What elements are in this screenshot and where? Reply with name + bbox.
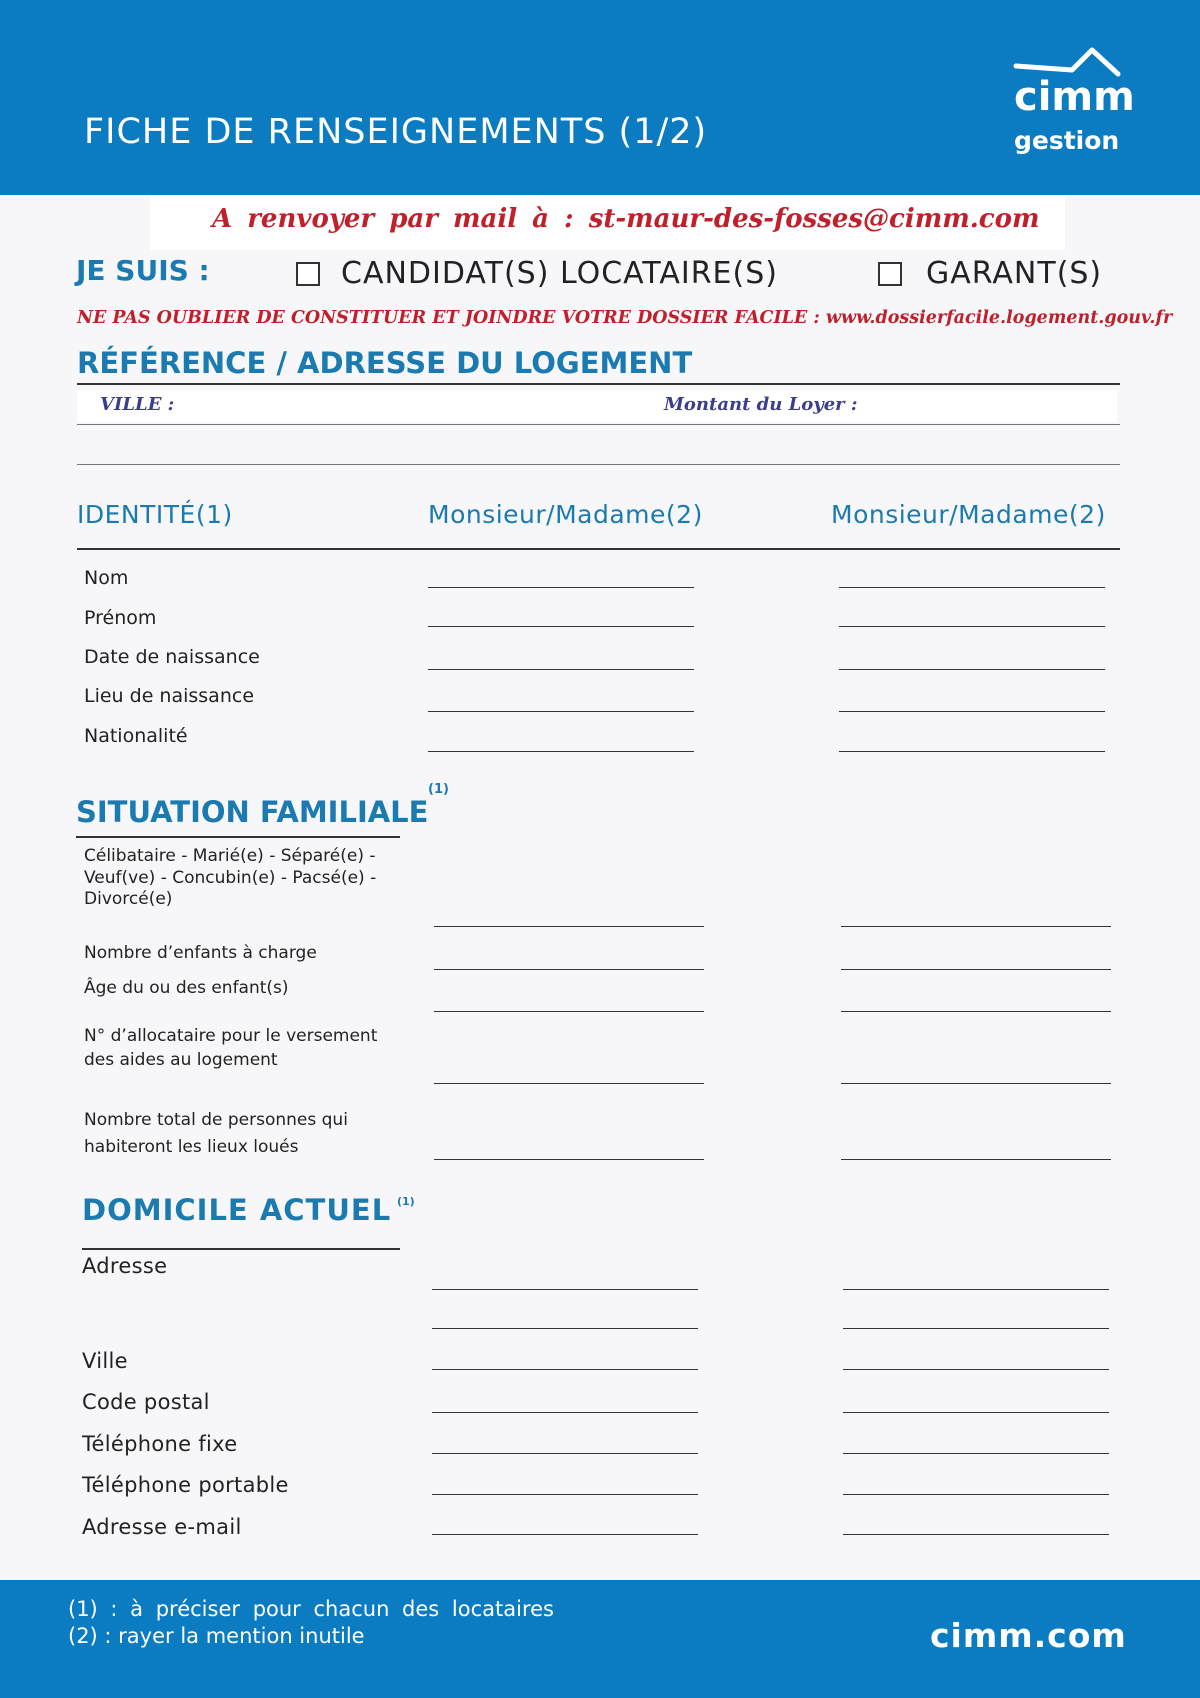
telephone-portable-field-1[interactable] — [432, 1494, 698, 1495]
telephone-portable-label: Téléphone portable — [82, 1473, 289, 1497]
adresse-field-2[interactable] — [843, 1289, 1109, 1290]
enfants-label: Nombre d’enfants à charge — [84, 943, 317, 963]
column-1-heading: Monsieur/Madame(2) — [428, 500, 703, 529]
age-enfants-field-2[interactable] — [841, 1011, 1111, 1012]
status-options-line: Célibataire - Marié(e) - Séparé(e) - — [84, 846, 376, 866]
date-naissance-label: Date de naissance — [84, 646, 260, 668]
adresse-field-1[interactable] — [432, 1289, 698, 1290]
ville-domicile-label: Ville — [82, 1349, 128, 1373]
footnote-marker: (1) — [397, 1195, 415, 1208]
code-postal-field-2[interactable] — [843, 1412, 1109, 1413]
total-personnes-field-2[interactable] — [841, 1159, 1111, 1160]
divider — [76, 836, 400, 838]
telephone-fixe-field-1[interactable] — [432, 1453, 698, 1454]
nationalite-label: Nationalité — [84, 725, 188, 747]
mail-instruction: A renvoyer par mail à : st-maur-des-fosses@cimm.com — [212, 204, 1040, 234]
divider — [82, 1248, 400, 1250]
age-enfants-field-1[interactable] — [434, 1011, 704, 1012]
divider — [77, 383, 1120, 385]
status-options-line: Veuf(ve) - Concubin(e) - Pacsé(e) - — [84, 868, 377, 888]
code-postal-field-1[interactable] — [432, 1412, 698, 1413]
website-link[interactable]: cimm.com — [930, 1616, 1127, 1655]
divider — [77, 548, 1120, 550]
dossier-facile-notice: NE PAS OUBLIER DE CONSTITUER ET JOINDRE VOTRE DOSSIER FACILE : www.dossierfacile.logement.gouv.fr — [77, 308, 1173, 328]
cimm-logo — [1008, 44, 1135, 156]
nationalite-field-1[interactable] — [428, 751, 694, 752]
ville-domicile-field-2[interactable] — [843, 1369, 1109, 1370]
footnote-marker: (1) — [428, 782, 449, 797]
je-suis-label: JE SUIS : — [76, 254, 210, 287]
reference-heading: RÉFÉRENCE / ADRESSE DU LOGEMENT — [77, 346, 693, 380]
telephone-portable-field-2[interactable] — [843, 1494, 1109, 1495]
prenom-label: Prénom — [84, 607, 157, 629]
allocataire-field-2[interactable] — [841, 1083, 1111, 1084]
lieu-naissance-label: Lieu de naissance — [84, 685, 255, 707]
lieu-naissance-field-2[interactable] — [839, 711, 1105, 712]
nom-field-1[interactable] — [428, 587, 694, 588]
telephone-fixe-label: Téléphone fixe — [82, 1432, 238, 1456]
enfants-field-1[interactable] — [434, 969, 704, 970]
nom-label: Nom — [84, 567, 129, 589]
garant-label: GARANT(S) — [926, 256, 1103, 291]
footnote-2: (2) : rayer la mention inutile — [68, 1624, 365, 1648]
ville-field-band[interactable] — [77, 390, 1117, 422]
allocataire-label-line: des aides au logement — [84, 1050, 278, 1070]
nationalite-field-2[interactable] — [839, 751, 1105, 752]
situation-field-2[interactable] — [841, 926, 1111, 927]
garant-checkbox[interactable] — [878, 262, 902, 286]
logo-wordmark: cimm — [1014, 74, 1135, 120]
prenom-field-1[interactable] — [428, 626, 694, 627]
lieu-naissance-field-1[interactable] — [428, 711, 694, 712]
status-options-line: Divorcé(e) — [84, 889, 173, 909]
footnote-1: (1) : à préciser pour chacun des locataires — [68, 1597, 554, 1621]
telephone-fixe-field-2[interactable] — [843, 1453, 1109, 1454]
divider — [77, 424, 1120, 425]
nom-field-2[interactable] — [839, 587, 1105, 588]
allocataire-label-line: N° d’allocataire pour le versement — [84, 1026, 378, 1046]
age-enfants-label: Âge du ou des enfant(s) — [84, 978, 289, 998]
date-naissance-field-1[interactable] — [428, 669, 694, 670]
allocataire-field-1[interactable] — [434, 1083, 704, 1084]
total-personnes-field-1[interactable] — [434, 1159, 704, 1160]
logo-subtitle: gestion — [1014, 126, 1120, 155]
candidat-checkbox[interactable] — [296, 262, 320, 286]
page-title: FICHE DE RENSEIGNEMENTS (1/2) — [84, 112, 708, 152]
adresse-line2-field-2[interactable] — [843, 1328, 1109, 1329]
ville-domicile-field-1[interactable] — [432, 1369, 698, 1370]
candidat-label: CANDIDAT(S) LOCATAIRE(S) — [341, 256, 778, 291]
column-2-heading: Monsieur/Madame(2) — [831, 500, 1106, 529]
adresse-email-label: Adresse e-mail — [82, 1515, 242, 1539]
code-postal-label: Code postal — [82, 1390, 210, 1414]
loyer-label: Montant du Loyer : — [664, 394, 858, 415]
date-naissance-field-2[interactable] — [839, 669, 1105, 670]
adresse-email-field-2[interactable] — [843, 1534, 1109, 1535]
enfants-field-2[interactable] — [841, 969, 1111, 970]
identity-heading: IDENTITÉ(1) — [77, 500, 233, 529]
adresse-line2-field-1[interactable] — [432, 1328, 698, 1329]
total-personnes-label-line: habiteront les lieux loués — [84, 1137, 299, 1157]
situation-familiale-heading: SITUATION FAMILIALE — [76, 795, 429, 829]
prenom-field-2[interactable] — [839, 626, 1105, 627]
adresse-label: Adresse — [82, 1254, 168, 1278]
situation-field-1[interactable] — [434, 926, 704, 927]
ville-label: VILLE : — [100, 394, 175, 415]
mail-banner — [150, 196, 1065, 250]
address-input-line[interactable] — [77, 464, 1120, 465]
adresse-email-field-1[interactable] — [432, 1534, 698, 1535]
total-personnes-label-line: Nombre total de personnes qui — [84, 1110, 348, 1130]
domicile-actuel-heading: DOMICILE ACTUEL — [82, 1193, 392, 1227]
